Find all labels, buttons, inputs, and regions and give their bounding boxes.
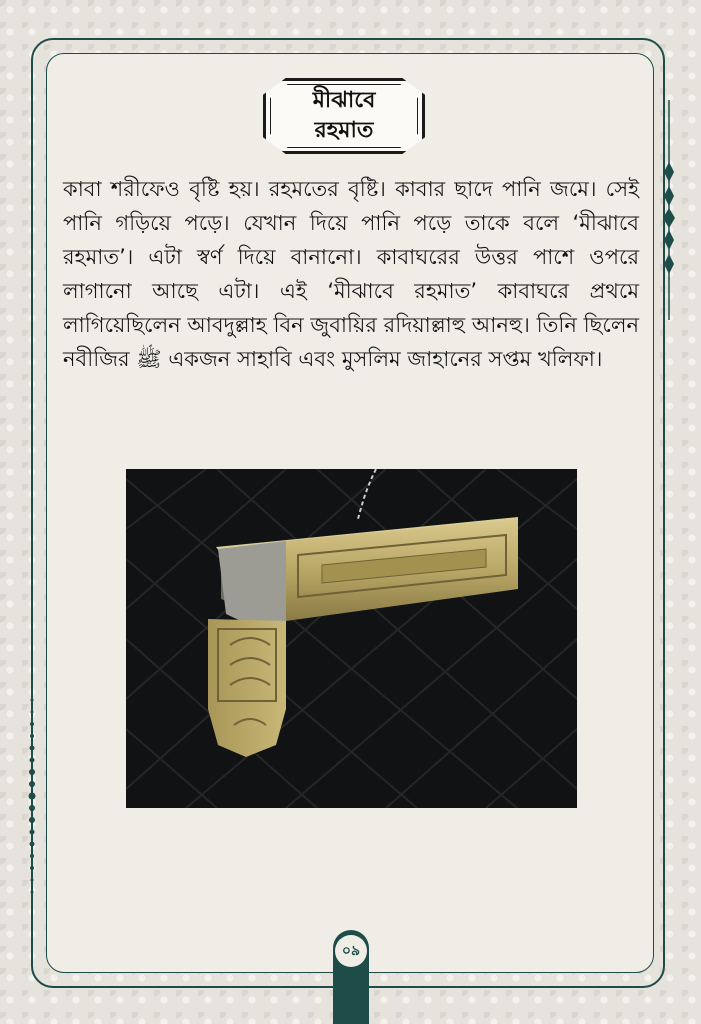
title-line-2: রহমাত bbox=[314, 118, 374, 143]
body-paragraph: কাবা শরীফেও বৃষ্টি হয়। রহমতের বৃষ্টি। কাবার ছাদে পানি জমে। সেই পানি গড়িয়ে পড়ে। যেখান দিয়ে পানি পড়ে তাকে বলে ‘মীঝাবে রহমাত’। এটা স্বর্ণ দিয়ে বানানো। কাবাঘরের উত্তর পাশে ওপরে লাগানো আছে এটা। এই ‘মীঝাবে রহমাত’ কাবাঘরে প্রথমে লাগিয়েছিলেন আবদুল্লাহ বিন জুবায়ির রদিয়াল্লাহু আনহু। তিনি ছিলেন নবীজির ﷺ একজন সাহাবি এবং মুসলিম জাহানের সপ্তম খলিফা। bbox=[63, 177, 639, 371]
mizab-photo bbox=[126, 469, 577, 808]
right-diamond-ornament bbox=[662, 100, 676, 320]
title-line-1: মীঝাবে bbox=[312, 88, 376, 113]
left-dot-ornament bbox=[26, 690, 38, 920]
page-title bbox=[263, 80, 425, 152]
page-number: ০৯ bbox=[335, 935, 367, 967]
